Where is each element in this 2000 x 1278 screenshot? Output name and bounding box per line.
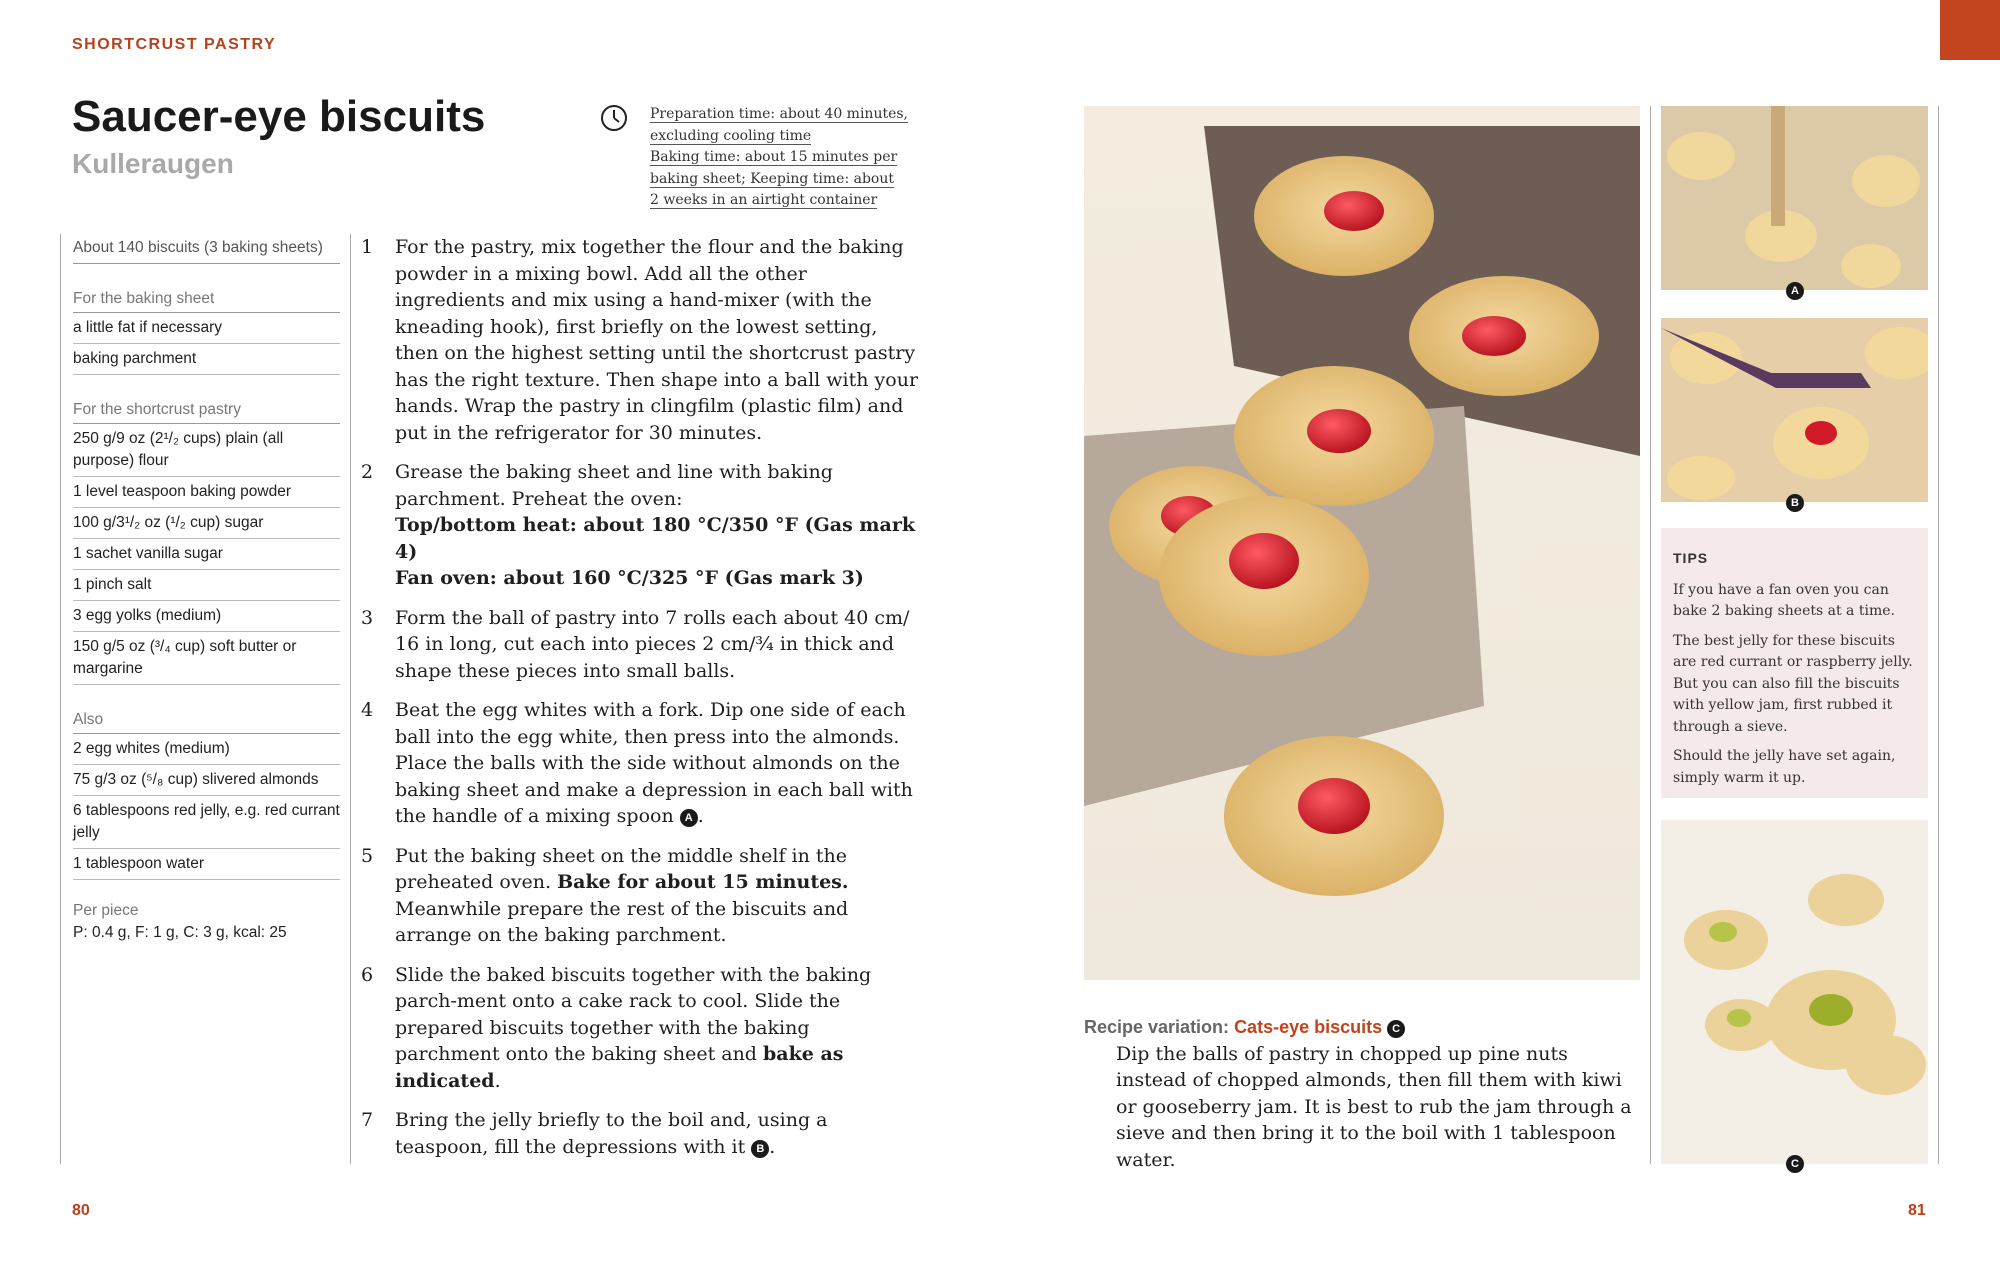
yield: About 140 biscuits (3 baking sheets) xyxy=(73,234,340,264)
step xyxy=(361,697,920,830)
step-text: Grease the baking sheet and line with baking parchment. Preheat the oven: Top/bottom heat: about 180 °C/350 °F (Gas mark 4) Fan oven: about 160 °C/325 °F (Gas mark 3) xyxy=(395,461,915,589)
prep-info xyxy=(650,104,910,212)
prep-line: Baking time: about 15 minutes per xyxy=(650,149,898,165)
ingredient-heading: For the baking sheet xyxy=(73,286,340,313)
recipe-variation xyxy=(1084,1014,1644,1173)
ingredient-item: a little fat if necessary xyxy=(73,313,340,344)
prep-line: Preparation time: about 40 minutes, xyxy=(650,106,909,122)
tips-heading: TIPS xyxy=(1673,550,1709,566)
tips-box xyxy=(1661,528,1928,798)
variation-label: Recipe variation: xyxy=(1084,1017,1230,1037)
prep-line: 2 weeks in an airtight container xyxy=(650,192,878,208)
ingredient-item: 1 pinch salt xyxy=(73,570,340,601)
ingredient-heading: For the shortcrust pastry xyxy=(73,397,340,424)
ingredient-group-pastry xyxy=(73,397,340,685)
step-number: 2 xyxy=(361,461,374,483)
step xyxy=(361,605,920,685)
step-text: For the pastry, mix together the flour and the baking powder in a mixing bowl. Add all the other ingredients and mix using a hand-mixer (with the kneading hook), first briefly on the lowest setting, then on the highest setting until the shortcrust pastry has the right texture. Then shape into a ball with your hands. Wrap the pastry in clingfilm (plastic film) and put in the refrigerator for 30 minutes. xyxy=(395,236,919,444)
ingredient-item: 1 sachet vanilla sugar xyxy=(73,539,340,570)
step-text: Put the baking sheet on the middle shelf in the preheated oven. Bake for about 15 minutes. Meanwhile prepare the rest of the biscuits and arrange on the baking parchment. xyxy=(395,844,849,946)
variation-photo-c xyxy=(1661,820,1928,1164)
ingredient-group-baking-sheet xyxy=(73,286,340,375)
variation-name: Cats-eye biscuits xyxy=(1234,1017,1383,1037)
photo-ref-badge: B xyxy=(751,1140,769,1158)
column-divider xyxy=(1650,106,1651,1164)
step-text: Beat the egg whites with a fork. Dip one side of each ball into the egg white, then press into the almonds. Place the balls with the side without almonds on the baking sheet and make a depression in each ball with the handle of a mixing spoon A . xyxy=(395,699,913,827)
ingredient-item: 100 g/3¹/₂ oz (¹/₂ cup) sugar xyxy=(73,508,340,539)
corner-tab xyxy=(1940,0,2000,60)
step-number: 6 xyxy=(361,963,374,986)
step-text: Slide the baked biscuits together with the baking parch-ment onto a cake rack to cool. Slide the prepared biscuits together with the baking parchment onto the baking sheet and bake as indicated. xyxy=(395,963,872,1092)
ingredient-item: 250 g/9 oz (2¹/₂ cups) plain (all purpose) flour xyxy=(73,424,340,477)
photo-ref-badge: C xyxy=(1387,1020,1405,1038)
step-number: 1 xyxy=(361,236,374,258)
step xyxy=(361,843,920,949)
ingredient-item: baking parchment xyxy=(73,344,340,375)
tip-text: Should the jelly have set again, simply warm it up. xyxy=(1673,748,1896,786)
ingredients-column xyxy=(60,234,340,1164)
tip-text: If you have a fan oven you can bake 2 baking sheets at a time. xyxy=(1673,581,1895,619)
photo-badge: B xyxy=(1786,494,1804,512)
column-divider xyxy=(1938,106,1939,1164)
clock-icon xyxy=(600,104,628,132)
recipe-title: Saucer-eye biscuits xyxy=(72,92,486,141)
tip-text: The best jelly for these biscuits are red currant or raspberry jelly. But you can also fill the biscuits with yellow jam, first rubbed it through a sieve. xyxy=(1673,632,1913,735)
ingredient-item: 2 egg whites (medium) xyxy=(73,734,340,765)
oven-setting-fan: Fan oven: about 160 °C/325 °F (Gas mark 3) xyxy=(395,567,864,589)
ingredient-item: 1 tablespoon water xyxy=(73,849,340,880)
method-steps xyxy=(350,234,920,1164)
step xyxy=(361,459,920,592)
step-number: 4 xyxy=(361,699,374,721)
ingredient-item: 6 tablespoons red jelly, e.g. red currant jelly xyxy=(73,796,340,849)
ingredient-heading: Also xyxy=(73,707,340,734)
step xyxy=(361,234,920,446)
photo-badge: A xyxy=(1786,282,1804,300)
step-photo-b xyxy=(1661,318,1928,502)
step-text: Bring the jelly briefly to the boil and, using a teaspoon, fill the depressions with it B . xyxy=(395,1109,828,1158)
section-label: SHORTCRUST PASTRY xyxy=(72,36,277,53)
step xyxy=(361,962,920,1095)
step-photo-a xyxy=(1661,106,1928,290)
ingredient-item: 3 egg yolks (medium) xyxy=(73,601,340,632)
main-biscuit-photo xyxy=(1084,106,1640,980)
ingredient-item: 1 level teaspoon baking powder xyxy=(73,477,340,508)
step-number: 3 xyxy=(361,606,374,629)
recipe-subtitle: Kulleraugen xyxy=(72,148,234,179)
oven-setting-top-bottom: Top/bottom heat: about 180 °C/350 °F (Gas mark 4) xyxy=(395,514,915,563)
ingredient-item: 75 g/3 oz (⁵/₈ cup) slivered almonds xyxy=(73,765,340,796)
ingredient-item: 150 g/5 oz (³/₄ cup) soft butter or margarine xyxy=(73,632,340,685)
step-text: Form the ball of pastry into 7 rolls each about 40 cm/ 16 in long, cut each into pieces 2 cm/¾ in thick and shape these pieces into small balls. xyxy=(395,606,910,682)
ingredient-group-also xyxy=(73,707,340,880)
nutrition-heading: Per piece xyxy=(73,902,139,919)
page-number-left: 80 xyxy=(72,1202,90,1219)
step xyxy=(361,1107,920,1160)
prep-line: baking sheet; Keeping time: about xyxy=(650,170,894,187)
prep-line: excluding cooling time xyxy=(650,127,812,144)
page-number-right: 81 xyxy=(1908,1202,1926,1219)
ingredient-group-yield xyxy=(73,234,340,264)
photo-ref-badge: A xyxy=(680,809,698,827)
step-number: 5 xyxy=(361,844,374,867)
nutrition-values: P: 0.4 g, F: 1 g, C: 3 g, kcal: 25 xyxy=(73,924,287,941)
variation-text: Dip the balls of pastry in chopped up pine nuts instead of chopped almonds, then fill them with kiwi or gooseberry jam. It is best to rub the jam through a sieve and then bring it to the boil with 1 tablespoon water. xyxy=(1116,1042,1632,1171)
variation-label-line xyxy=(1084,1014,1644,1041)
step-number: 7 xyxy=(361,1109,374,1131)
photo-badge: C xyxy=(1786,1155,1804,1173)
